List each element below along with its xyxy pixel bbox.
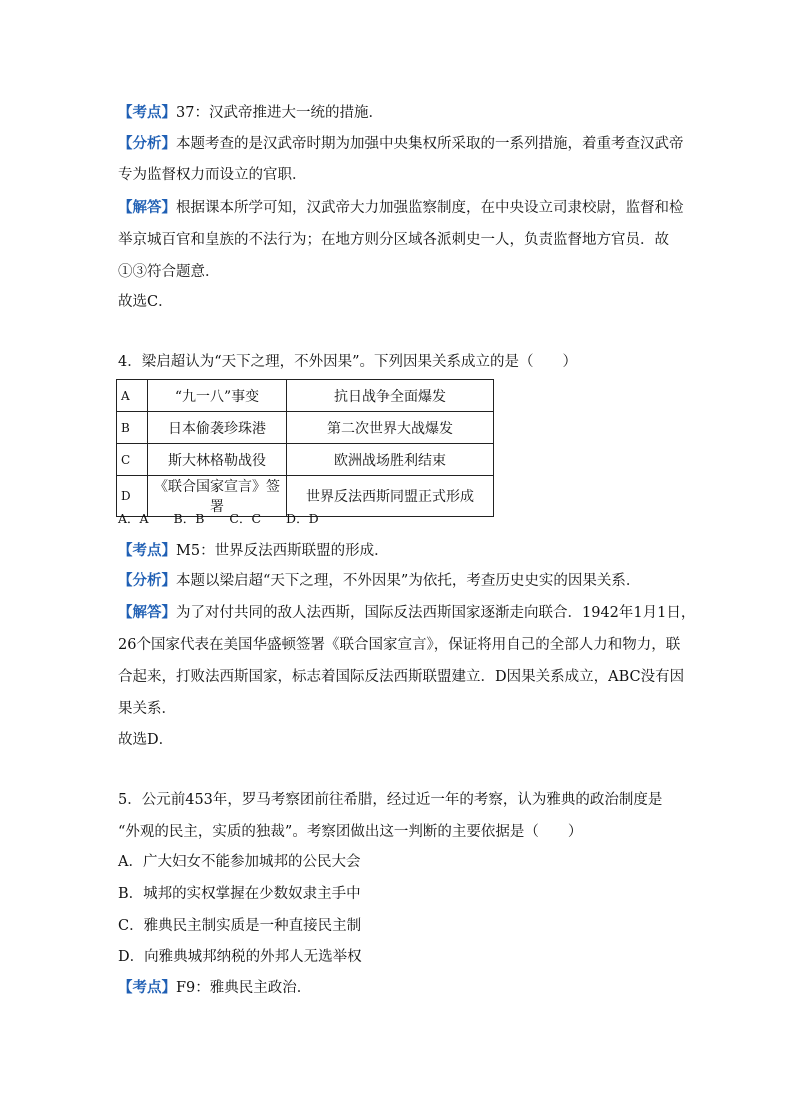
q4-kaodian <box>118 541 389 561</box>
cause-cell: 《联合国家宣言》签署 <box>148 476 287 517</box>
q5-kaodian <box>118 978 311 998</box>
effect-cell: 抗日战争全面爆发 <box>287 380 494 412</box>
q5-option-d: D．向雅典城邦纳税的外邦人无选举权 <box>118 949 362 965</box>
kaodian-tag: 【考点】 <box>118 104 176 121</box>
q3-jieda <box>118 198 684 218</box>
jieda-text: 根据课本所学可知，汉武帝大力加强监察制度，在中央设立司隶校尉，监督和检 <box>176 200 684 216</box>
effect-cell: 世界反法西斯同盟正式形成 <box>287 476 494 517</box>
table-row <box>117 380 494 412</box>
q3-fenxi-cont: 专为监督权力而设立的官职． <box>118 167 307 183</box>
q3-jieda-cont-2: ①③符合题意． <box>118 264 220 280</box>
row-letter: C <box>117 444 148 476</box>
jieda-text: 为了对付共同的敌人法西斯，国际反法西斯国家逐渐走向联合．1942年1月1日， <box>176 605 696 621</box>
kaodian-tag: 【考点】 <box>118 979 176 996</box>
q5-option-b: B．城邦的实权掌握在少数奴隶主手中 <box>118 886 361 902</box>
q4-table <box>116 379 494 517</box>
cause-cell: “九一八”事变 <box>148 380 287 412</box>
effect-cell: 欧洲战场胜利结束 <box>287 444 494 476</box>
q5-stem-1: 5．公元前453年，罗马考察团前往希腊，经过近一年的考察，认为雅典的政治制度是 <box>118 792 663 808</box>
fenxi-text: 本题以梁启超“天下之理，不外因果”为依托，考查历史史实的因果关系． <box>176 573 641 589</box>
kaodian-text: F9：雅典民主政治． <box>176 980 312 996</box>
kaodian-text: M5：世界反法西斯联盟的形成． <box>176 543 389 559</box>
kaodian-tag: 【考点】 <box>118 542 176 559</box>
q4-answer: 故选D． <box>118 732 174 748</box>
q3-jieda-cont-1: 举京城百官和皇族的不法行为；在地方则分区域各派刺史一人，负责监督地方官员．故 <box>118 232 669 248</box>
table-row <box>117 412 494 444</box>
jieda-tag: 【解答】 <box>118 199 176 216</box>
row-letter: D <box>117 476 148 517</box>
q4-options: A．A B．B C．C D．D <box>118 511 319 526</box>
q4-stem: 4．梁启超认为“天下之理，不外因果”。下列因果关系成立的是（ ） <box>118 354 578 370</box>
q4-fenxi <box>118 571 640 591</box>
kaodian-text: 37：汉武帝推进大一统的措施． <box>176 105 383 121</box>
row-letter: A <box>117 380 148 412</box>
row-letter: B <box>117 412 148 444</box>
table-row <box>117 444 494 476</box>
q3-fenxi <box>118 134 684 154</box>
fenxi-tag: 【分析】 <box>118 135 176 152</box>
cause-cell: 斯大林格勒战役 <box>148 444 287 476</box>
q4-jieda-cont-3: 果关系． <box>118 701 176 717</box>
q4-jieda-cont-2: 合起来，打败法西斯国家，标志着国际反法西斯联盟建立．D因果关系成立，ABC没有因 <box>118 669 685 685</box>
q3-kaodian <box>118 103 383 123</box>
q5-stem-2: “外观的民主，实质的独裁”。考察团做出这一判断的主要依据是（ ） <box>118 824 583 840</box>
jieda-tag: 【解答】 <box>118 604 176 621</box>
effect-cell: 第二次世界大战爆发 <box>287 412 494 444</box>
fenxi-tag: 【分析】 <box>118 572 176 589</box>
cause-cell: 日本偷袭珍珠港 <box>148 412 287 444</box>
q4-jieda <box>118 603 695 623</box>
q4-jieda-cont-1: 26个国家代表在美国华盛顿签署《联合国家宣言》，保证将用自己的全部人力和物力，联 <box>118 637 681 653</box>
q5-option-c: C．雅典民主制实质是一种直接民主制 <box>118 918 362 934</box>
q3-answer: 故选C． <box>118 294 173 310</box>
fenxi-text: 本题考查的是汉武帝时期为加强中央集权所采取的一系列措施，着重考查汉武帝 <box>176 136 684 152</box>
q5-option-a: A．广大妇女不能参加城邦的公民大会 <box>118 854 361 870</box>
